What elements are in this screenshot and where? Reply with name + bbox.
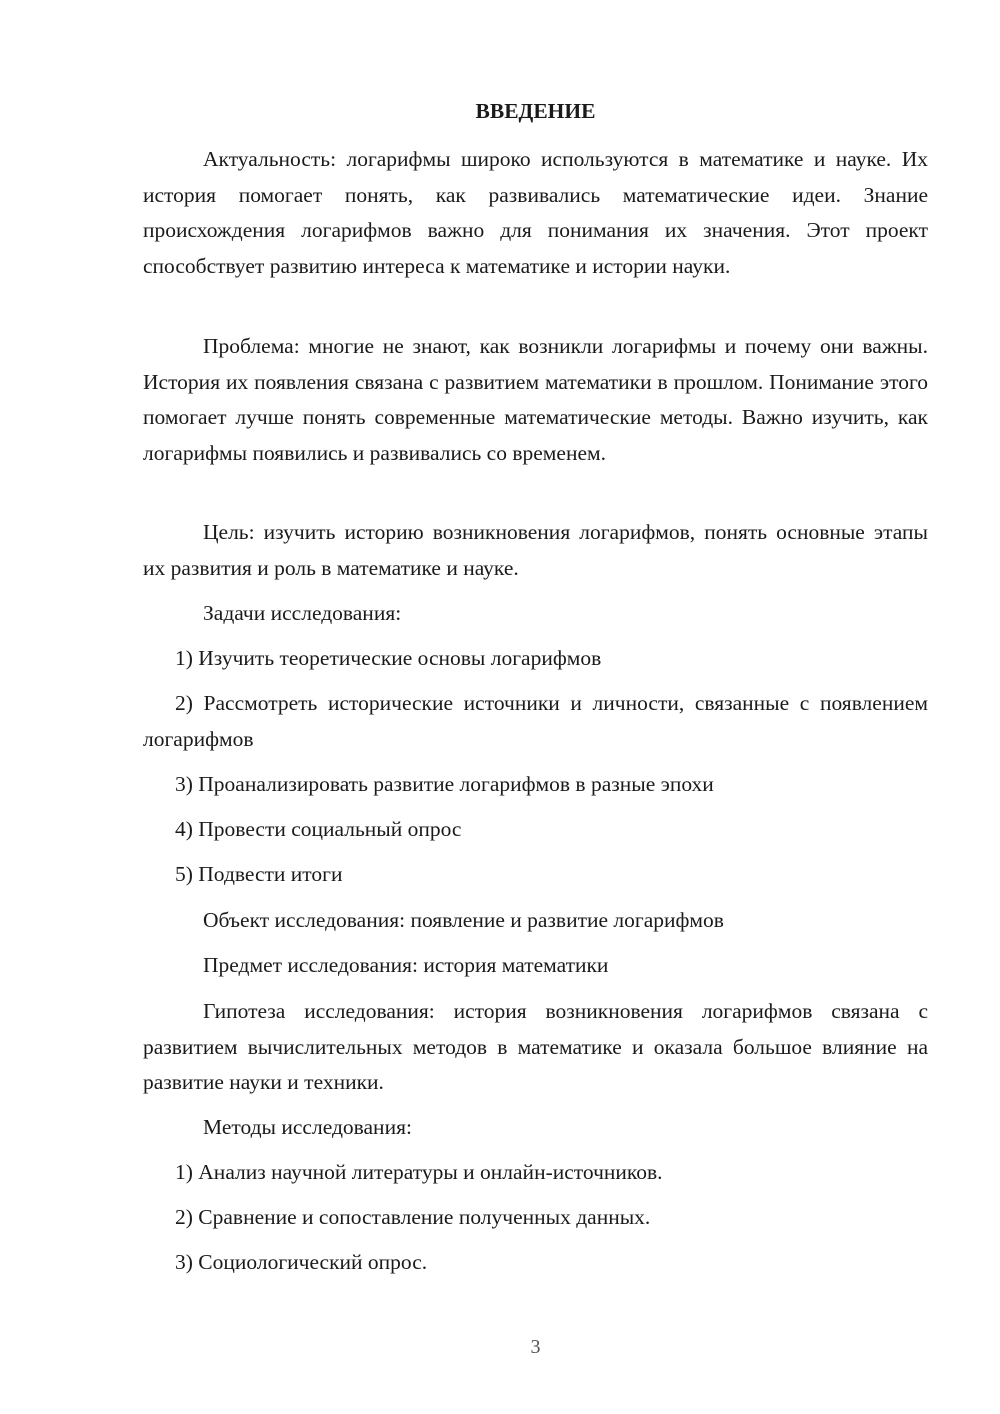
- task-item-3: 3) Проанализировать развитие логарифмов в разные эпохи: [175, 772, 714, 796]
- subject-paragraph: Предмет исследования: история математики: [203, 953, 609, 977]
- task-item-2: 2) Рассмотреть исторические источники и личности, связанные с появлением логарифмов: [143, 691, 928, 751]
- tasks-heading: Задачи исследования:: [203, 601, 402, 625]
- problem-paragraph: Проблема: многие не знают, как возникли логарифмы и почему они важны. История их появления связана с развитием математики в прошлом. Понимание этого помогает лучше понять современные математические методы. Важно изучить, как логарифмы появились и развивались со временем.: [143, 334, 928, 465]
- methods-heading: Методы исследования:: [203, 1115, 412, 1139]
- method-item-3: 3) Социологический опрос.: [175, 1250, 428, 1274]
- goal-paragraph: Цель: изучить историю возникновения логарифмов, понять основные этапы их развития и роль в математике и науке.: [143, 520, 928, 580]
- method-item-2: 2) Сравнение и сопоставление полученных данных.: [175, 1205, 651, 1229]
- method-item-1: 1) Анализ научной литературы и онлайн-источников.: [175, 1160, 663, 1184]
- document-page: [143, 0, 928, 1414]
- task-item-4: 4) Провести социальный опрос: [175, 817, 462, 841]
- task-item-1: 1) Изучить теоретические основы логарифмов: [175, 646, 602, 670]
- task-item-5: 5) Подвести итоги: [175, 862, 343, 886]
- page-title: ВВЕДЕНИЕ: [475, 99, 596, 123]
- object-paragraph: Объект исследования: появление и развитие логарифмов: [203, 908, 724, 932]
- hypothesis-paragraph: Гипотеза исследования: история возникновения логарифмов связана с развитием вычислительных методов в математике и оказала большое влияние на развитие науки и техники.: [143, 999, 928, 1094]
- page-number: 3: [530, 1336, 541, 1358]
- relevance-paragraph: Актуальность: логарифмы широко используются в математике и науке. Их история помогает понять, как развивались математические идеи. Знание происхождения логарифмов важно для понимания их значения. Этот проект способствует развитию интереса к математике и истории науки.: [143, 147, 928, 278]
